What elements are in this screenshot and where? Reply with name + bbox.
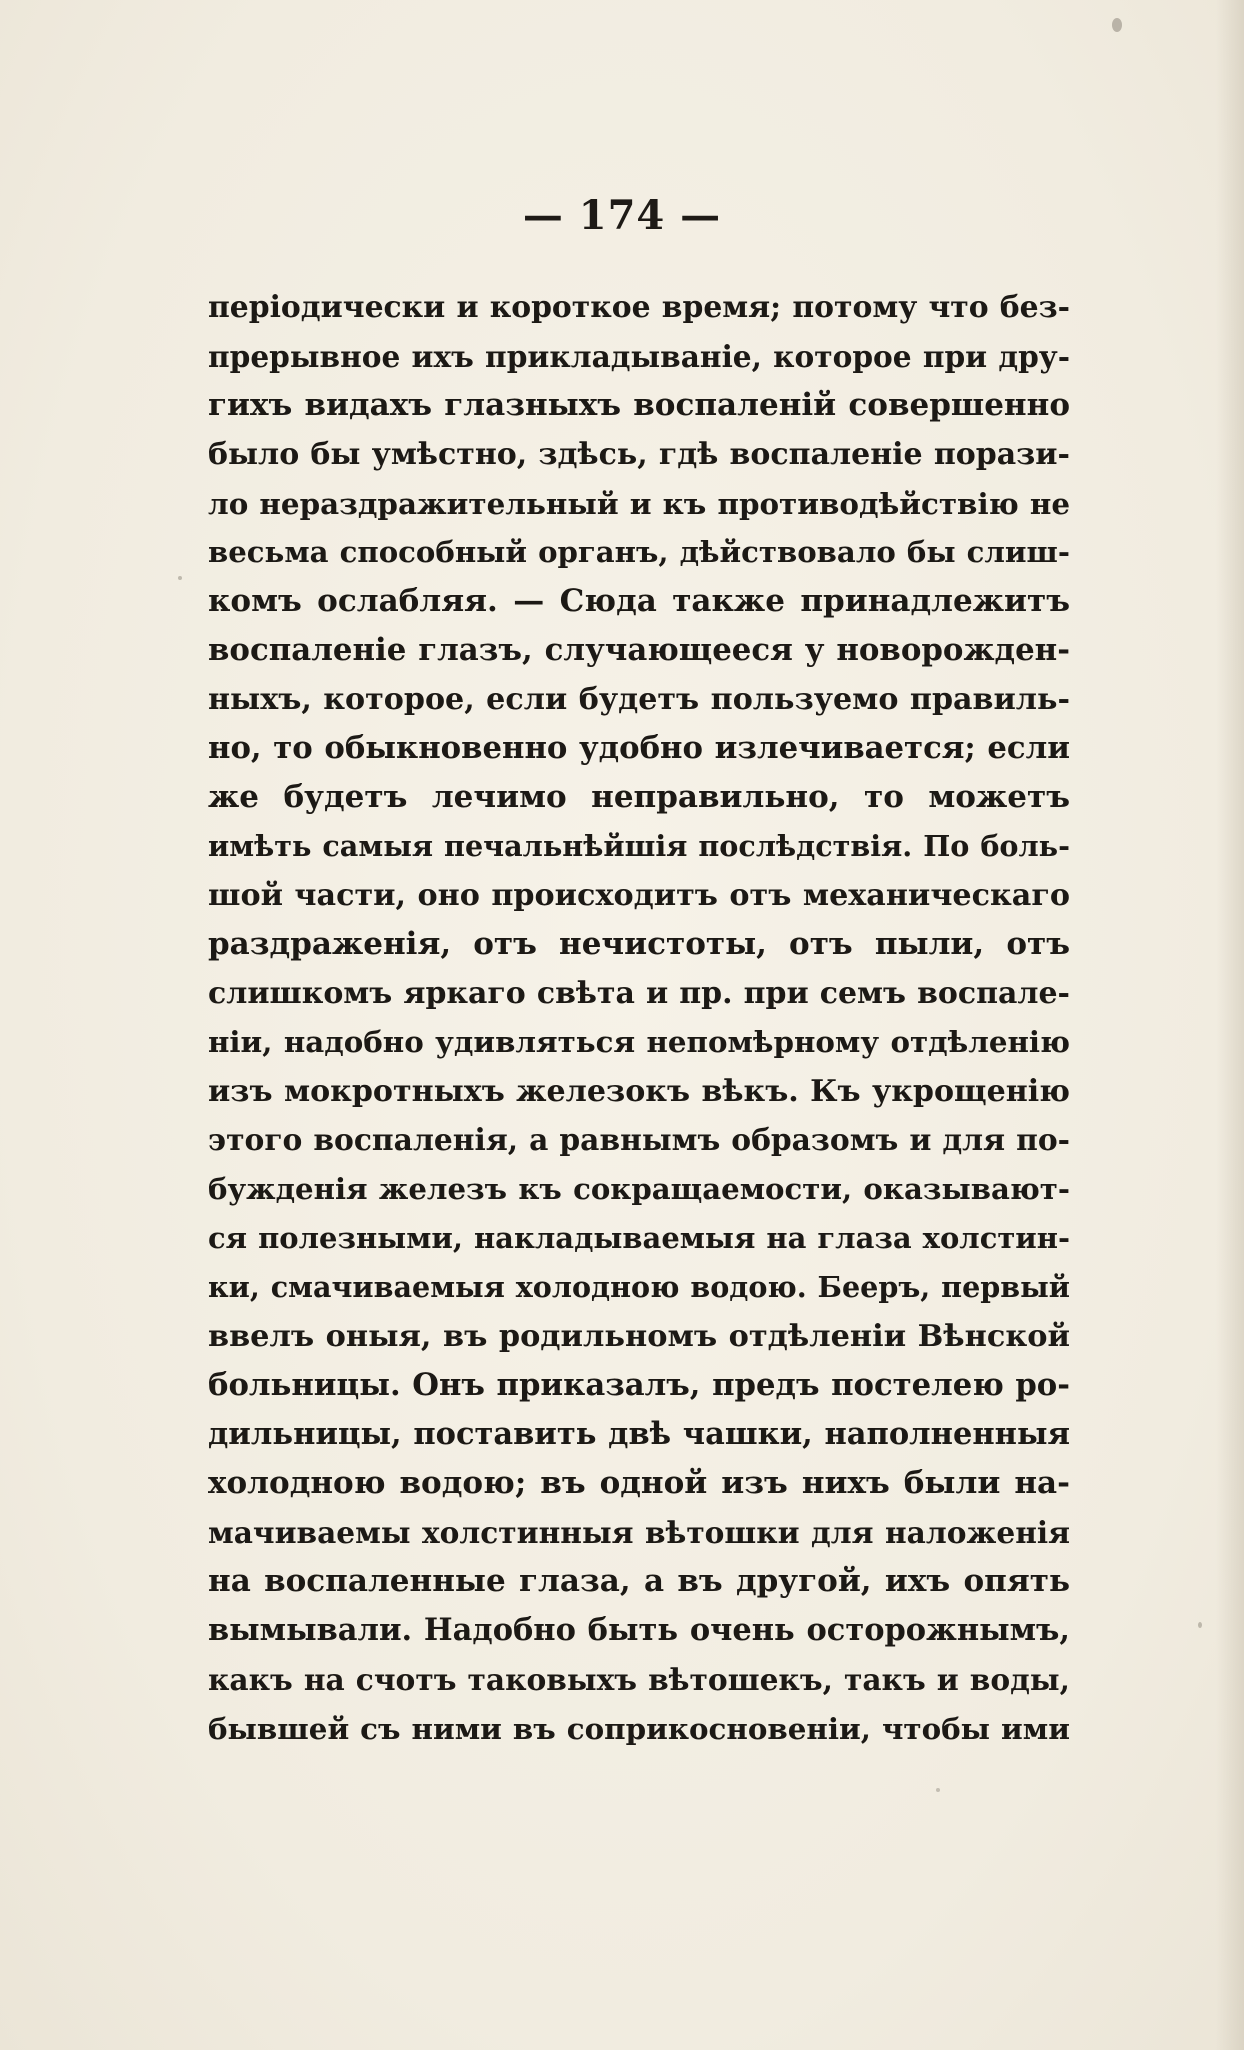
text-line: ся полезными, накладываемыя на глаза холстин-: [208, 1221, 1070, 1255]
text-line: шой части, оно происходитъ отъ механическаго: [208, 878, 1070, 913]
text-line: имѣть самыя печальнѣйшія послѣдствія. По боль-: [208, 829, 1070, 863]
text-line: больницы. Онъ приказалъ, предъ постелею ро-: [208, 1367, 1070, 1403]
paper-speck: [936, 1788, 940, 1792]
text-line: ло нераздражительный и къ противодѣйствію не: [208, 486, 1070, 521]
paper-speck: [1198, 1622, 1202, 1628]
text-line: ніи, надобно удивляться непомѣрному отдѣленію: [208, 1025, 1070, 1059]
text-line: но, то обыкновенно удобно излечивается; если: [208, 730, 1070, 766]
text-line: воспаленіе глазъ, случающееся у новорожден-: [208, 632, 1070, 668]
text-line: гихъ видахъ глазныхъ воспаленій совершенно: [208, 387, 1070, 423]
text-line: какъ на счотъ таковыхъ вѣтошекъ, такъ и воды,: [208, 1662, 1070, 1697]
text-line: прерывное ихъ прикладываніе, которое при дру-: [208, 339, 1070, 374]
text-line: ввелъ оныя, въ родильномъ отдѣленіи Вѣнской: [208, 1319, 1070, 1354]
text-line: мачиваемы холстинныя вѣтошки для наложенія: [208, 1515, 1070, 1550]
paper-speck: [1112, 18, 1122, 32]
text-line: ныхъ, которое, если будетъ пользуемо правиль-: [208, 682, 1070, 717]
page-number: — 174 —: [522, 192, 722, 239]
text-line: на воспаленные глаза, а въ другой, ихъ опять: [208, 1563, 1070, 1599]
page-edge-shadow: [1216, 0, 1244, 2050]
paper-speck: [178, 576, 182, 580]
text-line: раздраженія, отъ нечистоты, отъ пыли, отъ: [208, 926, 1070, 962]
text-line: холодною водою; въ одной изъ нихъ были на-: [208, 1465, 1070, 1501]
text-line: весьма способный органъ, дѣйствовало бы слиш-: [208, 535, 1070, 569]
text-line: комъ ослабляя. — Сюда также принадлежитъ: [208, 583, 1070, 619]
text-line: бывшей съ ними въ соприкосновеніи, чтобы ими: [208, 1711, 1070, 1746]
text-line: ки, смачиваемыя холодною водою. Бееръ, первый: [208, 1270, 1070, 1304]
text-line: этого воспаленія, а равнымъ образомъ и для по-: [208, 1123, 1070, 1158]
text-line: бужденія железъ къ сокращаемости, оказывают-: [208, 1172, 1070, 1206]
text-line: изъ мокротныхъ железокъ вѣкъ. Къ укрощенію: [208, 1074, 1070, 1109]
text-line: періодически и короткое время; потому что без-: [208, 290, 1070, 325]
text-line: же будетъ лечимо неправильно, то можетъ: [208, 779, 1070, 815]
text-line: было бы умѣстно, здѣсь, гдѣ воспаленіе порази-: [208, 437, 1070, 472]
body-text: [208, 283, 1070, 1753]
text-line: вымывали. Надобно быть очень осторожнымъ,: [208, 1612, 1070, 1648]
text-line: слишкомъ яркаго свѣта и пр. при семъ воспале-: [208, 976, 1070, 1011]
text-line: дильницы, поставить двѣ чашки, наполненныя: [208, 1416, 1070, 1452]
